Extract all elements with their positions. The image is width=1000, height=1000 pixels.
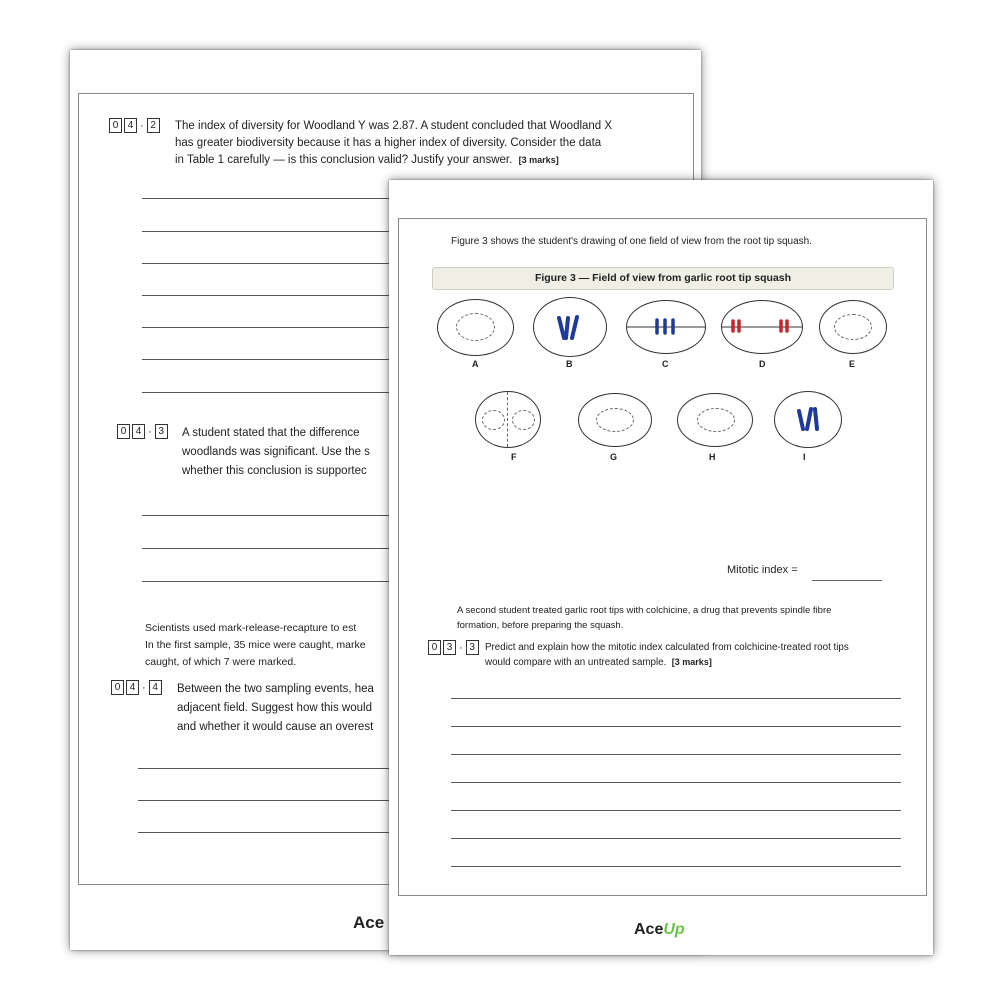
answer-line[interactable] — [142, 548, 397, 549]
answer-line[interactable] — [142, 327, 397, 328]
cell-label-d: D — [759, 359, 766, 369]
marks-label: [3 marks] — [671, 657, 712, 667]
front-worksheet-page — [389, 180, 933, 955]
answer-line[interactable] — [451, 726, 901, 727]
answer-line[interactable] — [138, 768, 397, 769]
question-number-04-2: 0 4 · 2 — [109, 118, 160, 133]
nucleus — [482, 410, 505, 430]
logo-ace: Ace — [634, 921, 664, 938]
cell-a — [437, 299, 514, 356]
cell-c — [626, 300, 706, 354]
cell-i — [774, 391, 842, 448]
question-04-4-text: Between the two sampling events, hea adjacent field. Suggest how this would and whether it would cause an overest — [177, 683, 374, 733]
cell-h — [677, 393, 753, 447]
cell-label-e: E — [849, 359, 856, 369]
cell-label-a: A — [472, 359, 479, 369]
answer-line[interactable] — [451, 698, 901, 699]
answer-line[interactable] — [451, 838, 901, 839]
answer-line[interactable] — [142, 231, 397, 232]
answer-line[interactable] — [142, 515, 397, 516]
cell-e — [819, 300, 887, 354]
cell-label-h: H — [709, 452, 716, 462]
mitotic-index-answer-line[interactable] — [812, 580, 882, 581]
mark-recapture-intro: Scientists used mark-release-recapture to est In the first sample, 35 mice were caught, marke caught, of which 7 were marked. — [145, 622, 366, 668]
cell-label-i: I — [803, 452, 806, 462]
question-number-03-3: 0 3 · 3 — [428, 640, 479, 655]
answer-line[interactable] — [142, 359, 397, 360]
figure-title: Figure 3 — Field of view from garlic root tip squash — [534, 272, 792, 284]
cell-b — [533, 297, 607, 357]
answer-line[interactable] — [138, 800, 397, 801]
nucleus — [697, 408, 735, 432]
aceup-logo — [634, 921, 685, 939]
answer-line[interactable] — [451, 866, 901, 867]
answer-line[interactable] — [451, 754, 901, 755]
cell-label-c: C — [662, 359, 669, 369]
nucleus — [512, 410, 535, 430]
front-page-frame — [398, 218, 927, 896]
answer-line[interactable] — [451, 782, 901, 783]
question-number-04-3: 0 4 · 3 — [117, 424, 168, 439]
mitotic-index-label: Mitotic index = — [727, 564, 798, 576]
marks-label: [3 marks] — [518, 155, 559, 165]
cell-plate — [507, 392, 508, 447]
answer-line[interactable] — [142, 581, 397, 582]
cell-f — [475, 391, 541, 448]
answer-line[interactable] — [142, 392, 397, 393]
figure-title-bar — [432, 267, 894, 290]
answer-line[interactable] — [451, 810, 901, 811]
chromosomes-icon — [775, 392, 841, 447]
question-04-2-text: The index of diversity for Woodland Y was 2.87. A student concluded that Woodland X has greater biodiversity because it has a higher index of diversity. Consider the data in Table 1 carefully — is this conclusion valid? Justify your answer. [3 marks] — [175, 120, 613, 166]
logo-up: Up — [663, 921, 685, 938]
chromosomes-icon — [534, 298, 606, 356]
answer-line[interactable] — [142, 198, 397, 199]
answer-line[interactable] — [138, 832, 397, 833]
back-page-logo: Ace — [353, 913, 385, 932]
nucleus — [456, 313, 495, 341]
answer-line[interactable] — [142, 263, 397, 264]
figure-intro-text: Figure 3 shows the student's drawing of one field of view from the root tip squash. — [451, 236, 812, 247]
cell-label-b: B — [566, 359, 573, 369]
cell-label-f: F — [511, 452, 517, 462]
anaphase-chromosomes-icon — [722, 301, 802, 353]
answer-line[interactable] — [142, 295, 397, 296]
question-03-3-text: Predict and explain how the mitotic index calculated from colchicine-treated root tips would compare with an untreated sample. [3 marks] — [485, 642, 849, 668]
cell-d — [721, 300, 803, 354]
nucleus — [834, 314, 872, 340]
cell-label-g: G — [610, 452, 618, 462]
colchicine-intro: A second student treated garlic root tips with colchicine, a drug that prevents spindle fibre formation, before preparing the squash. — [457, 605, 832, 631]
cell-g — [578, 393, 652, 447]
metaphase-chromosomes-icon — [627, 301, 705, 353]
nucleus — [596, 408, 634, 432]
figure-3-cells — [429, 293, 894, 463]
question-04-3-text: A student stated that the difference woodlands was significant. Use the s whether this conclusion is supportec — [182, 427, 370, 477]
question-number-04-4: 0 4 · 4 — [111, 680, 162, 695]
